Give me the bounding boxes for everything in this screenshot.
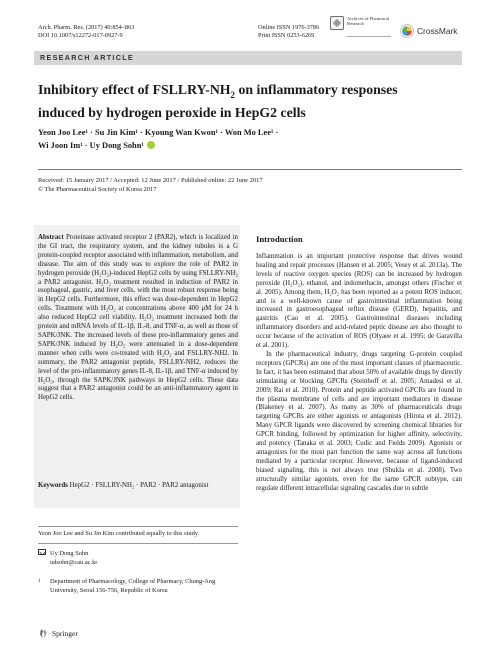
article-title	[38, 81, 438, 122]
affiliation	[38, 578, 238, 595]
corresponding-author	[38, 549, 238, 567]
journal-logo-rule	[347, 36, 391, 39]
corr-email[interactable]: udsohn@cau.ac.kr	[50, 558, 98, 566]
section-label: RESEARCH ARTICLE	[40, 53, 135, 62]
crossmark-label: CrossMark	[417, 26, 458, 36]
abstract-body: Proteinase activated receptor 2 (PAR2), which is localized in the GI tract, the respiratory system, and the kidney tubules is a G protein-coupled receptor associated with inflammation, metabolism, and disease. The aim of this study was to explore the role of PAR2 in hydrogen peroxide (H₂O₂)-induced HepG2 cells by using FSLLRY-NH₂ a PAR2 antagonist. H₂O₂ treatment resulted in induction of PAR2 in esophageal, gastric, and liver cells, with the most robust response being in HepG2 cells. Furthermore, this effect was dose-dependent in HepG2 cells. Treatment with H₂O₂ at concentrations above 400 μM for 24 h also reduced HepG2 cell viability. H₂O₂ treatment increased both the protein and mRNA levels of IL-1β, IL-8, and TNF-α, as well as those of SAPK/JNK. The increased levels of these pro-inflammatory genes and SAPK/JNK induced by H₂O₂ were attenuated in a dose-dependent manner when cells were co-treated with H₂O₂ and FSLLRY-NH2. In summary, the PAR2 antagonist peptide, FSLLRY-NH2, reduces the level of the pro-inflammatory genes IL-8, IL-1β, and TNF-α induced by H₂O₂, through the SAPK/JNK pathways in HepG2 cells. These data suggest that a PAR2 antagonist could be an anti-inflammatory agent in HepG2 cells.	[38, 234, 238, 402]
journal-logo	[330, 16, 392, 46]
corr-name-line	[38, 549, 238, 559]
keywords-heading: Keywords	[38, 482, 68, 489]
divider	[38, 169, 462, 170]
springer-icon	[38, 628, 49, 639]
abstract	[38, 234, 238, 403]
title-line-1: Inhibitory effect of FSLLRY-$NH_2$ on inflammatory responses	[38, 82, 398, 100]
keywords	[38, 482, 238, 491]
authors-line-1: Yeon Joo Lee¹ · Su Jin Kim¹ · Kyoung Wan Kwon¹ · Won Mo Lee¹ ·	[38, 128, 279, 137]
publisher-logo	[38, 628, 78, 639]
crossmark-badge[interactable]	[400, 23, 457, 39]
abstract-heading: Abstract	[38, 234, 64, 241]
article-dates	[38, 176, 462, 194]
envelope-icon	[38, 549, 46, 555]
dates-line: Received: 15 January 2017 / Accepted: 12 June 2017 / Published online: 22 June 2017	[38, 177, 263, 184]
corr-name: Uy Dong Sohn	[50, 550, 89, 557]
introduction-heading: Introduction	[256, 234, 303, 244]
publisher-name: Springer	[52, 629, 78, 638]
intro-paragraph-2: In the pharmaceutical industry, drugs targeting G-protein coupled receptors (GPCRs) are one of the most important classes of pharmaceutic. In fact, it has been estimated that about 50% of available drugs by directly stimulating or blocking GPCRs (Steinhoff et al. 2005; Amadesi et al. 2009; Rai et al. 2010). Protein and peptide activated GPCRs are found in the plasma membrane of cells and are important mediators in disease (Blakeney et al. 2007). As many as 30% of pharmaceuticals drugs targeting GPCRs are either agonists or antagonists (Hirota et al. 2012). Many GPCR ligands were discovered by screening chemical libraries for GPCR binding, followed by optimization for higher affinity, selectivity, and potency (Tanaka et al. 2003; Cudic and Fields 2009). Agonists or antagonists for the most part function the same way across all functions mediated by a particular receptor. However, because of ligand-induced biased signaling, this is not always true (Shukla et al. 2008). Two structurally similar agonists, even for the same GPCR subtype, can regulate different intracellular signaling cascades due to subtle	[256, 350, 462, 492]
affiliation-number: 1	[38, 579, 41, 584]
title-line-2: induced by hydrogen peroxide in HepG2 cells	[38, 105, 306, 121]
journal-header	[38, 24, 134, 40]
contribution-note: Yeon Joo Lee and Su Jin Kim contributed equally to this study.	[38, 530, 200, 537]
journal-citation: Arch. Pharm. Res. (2017) 40:854–863	[38, 24, 135, 31]
crossmark-icon	[400, 24, 414, 38]
author-list	[38, 127, 438, 152]
online-issn: Online ISSN 1976-3786	[258, 24, 320, 31]
footnote-divider-2	[38, 543, 238, 544]
affiliation-text: Department of Pharmacology, College of Pharmacy, Chung-Ang University, Seoul 156-756, Republic of Korea	[50, 578, 216, 594]
introduction-body	[256, 253, 462, 493]
footnote-divider	[38, 526, 238, 527]
journal-logo-icon	[330, 16, 344, 30]
section-label-bar	[34, 51, 462, 65]
intro-paragraph-1: Inflammation is an important protective response that drives wound healing and repair processes (Hansen et al. 2005; Vesey et al. 2013a). The levels of reactive oxygen species (ROS) can be increased by hydrogen peroxide (H₂O₂), ethanol, and indomethacin, amongst others (Fischer et al. 2005). Among them, H₂O₂ has been reported as a potent ROS inducer, and is a well-known cause of gastrointestinal inflammation being increased in gastroesophageal reflux disease (GERD), hepatitis, and gastritis (Cao et al. 2005). Gastrointestinal diseases including inflammatory disorders and acid-related peptic disease are also thought to occur because of the activation of ROS (Olyaee et al. 1995; de Garavilla et al. 2001).	[256, 253, 462, 350]
print-issn: Print ISSN 0253-6269	[258, 32, 315, 40]
keywords-list: HepG2 · FSLLRY-NH₂ · PAR2 · PAR2 antagonist	[69, 482, 209, 489]
issn-block	[258, 24, 319, 40]
orcid-icon[interactable]	[147, 141, 155, 149]
authors-line-2: Wi Joon Im¹ · Uy Dong Sohn¹	[38, 140, 438, 153]
copyright-line: © The Pharmaceutical Society of Korea 2017	[38, 186, 157, 193]
doi-text[interactable]: DOI 10.1007/s12272-017-0927-9	[38, 32, 123, 40]
journal-logo-text: Archives of Pharmacal Research	[347, 16, 390, 27]
